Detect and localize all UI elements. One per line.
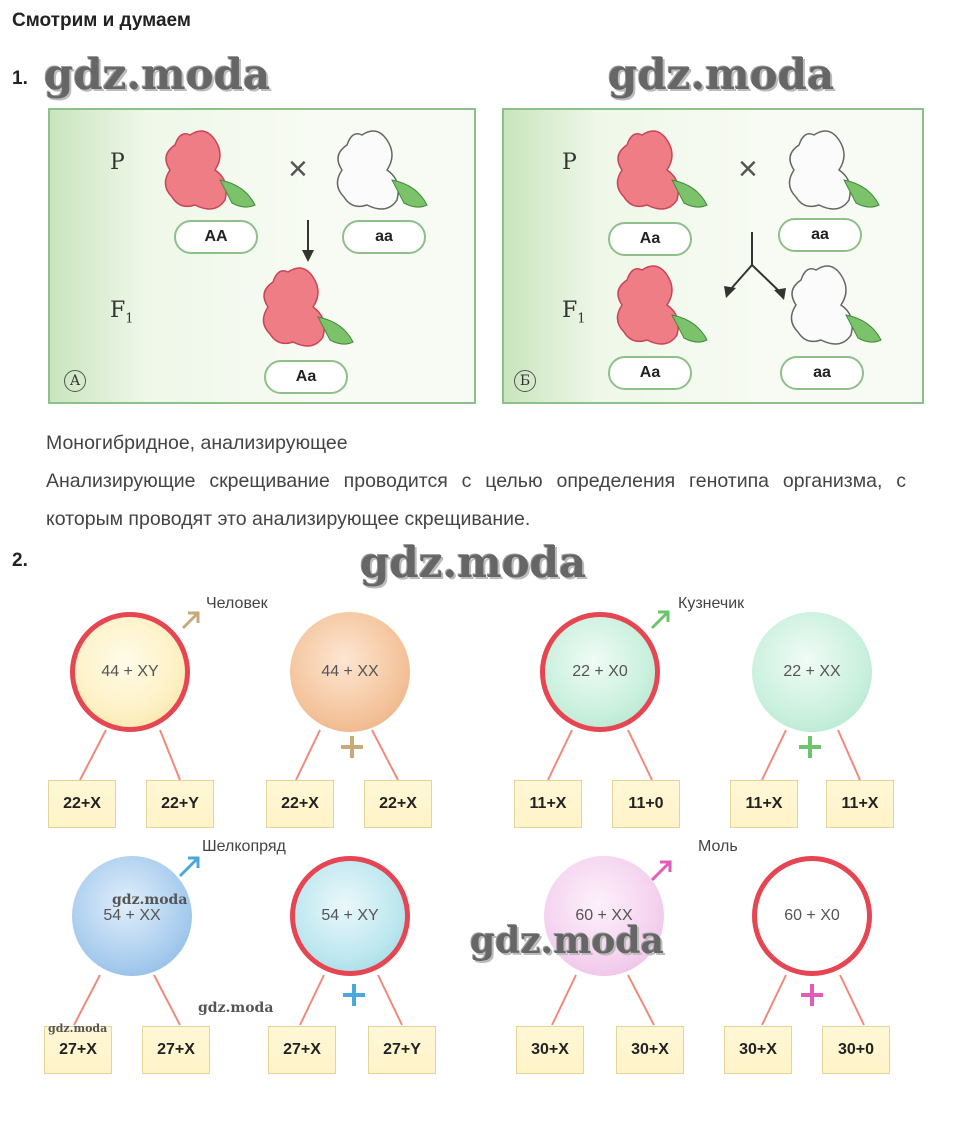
- cell-grasshopper-female: 22 + XX: [752, 612, 872, 732]
- gamete-human-female-1: 22+X: [266, 780, 334, 828]
- cell-moth-male: 60 + XX: [544, 856, 664, 976]
- panel-b-label: Б: [514, 370, 536, 392]
- cell-human-male: 44 + XY: [70, 612, 190, 732]
- watermark-4: gdz.moda: [470, 920, 664, 962]
- gamete-moth-male-2: 30+X: [616, 1026, 684, 1074]
- female-symbol-icon: [799, 736, 821, 758]
- watermark-small-2: gdz.moda: [198, 1000, 274, 1016]
- panel-b-p-label: P: [562, 150, 577, 175]
- answer-explanation: Анализирующие скрещивание проводится с целью определения генотипа организма, с которым проводят это анализирующее скрещивание.: [46, 470, 906, 530]
- panel-a-cross-symbol: ×: [288, 150, 308, 188]
- species-label-grasshopper: Кузнечик: [678, 595, 745, 612]
- page-heading: Смотрим и думаем: [12, 10, 191, 31]
- gamete-silkworm-male-1: 27+X: [44, 1026, 112, 1074]
- watermark-1: gdz.moda: [44, 50, 271, 99]
- species-label-moth: Моль: [698, 838, 738, 855]
- panel-a-parent2-genotype: aa: [342, 220, 426, 254]
- panel-a-label: А: [64, 370, 86, 392]
- panel-a-f1-label: $F_1$: [110, 298, 134, 327]
- panel-b-offspring1-genotype: Aa: [608, 356, 692, 390]
- task2-number: 2.: [12, 550, 28, 571]
- gamete-moth-female-1: 30+X: [724, 1026, 792, 1074]
- gamete-silkworm-male-2: 27+X: [142, 1026, 210, 1074]
- panel-a-offspring-genotype: Aa: [264, 360, 348, 394]
- gamete-grasshopper-female-1: 11+X: [730, 780, 798, 828]
- gamete-human-male-2: 22+Y: [146, 780, 214, 828]
- species-label-silkworm: Шелкопряд: [202, 838, 286, 855]
- species-label-human: Человек: [206, 595, 268, 612]
- cell-moth-female: 60 + X0: [752, 856, 872, 976]
- gamete-silkworm-female-1: 27+X: [268, 1026, 336, 1074]
- answer-cross-type: Моногибридное, анализирующее: [46, 432, 348, 454]
- gamete-grasshopper-male-2: 11+0: [612, 780, 680, 828]
- cell-human-female: 44 + XX: [290, 612, 410, 732]
- panel-b-parent1-genotype: Aa: [608, 222, 692, 256]
- male-symbol-icon: [183, 613, 198, 628]
- female-symbol-icon: [341, 736, 363, 758]
- watermark-small-1: gdz.moda: [112, 892, 188, 908]
- gamete-silkworm-female-2: 27+Y: [368, 1026, 436, 1074]
- gamete-grasshopper-female-2: 11+X: [826, 780, 894, 828]
- male-symbol-icon: [180, 858, 198, 876]
- gamete-human-male-1: 22+X: [48, 780, 116, 828]
- panel-b-offspring2-genotype: aa: [780, 356, 864, 390]
- female-symbol-icon: [343, 984, 365, 1006]
- female-symbol-icon: [801, 984, 823, 1006]
- male-symbol-icon: [652, 862, 670, 880]
- task1-number: 1.: [12, 68, 28, 89]
- gamete-human-female-2: 22+X: [364, 780, 432, 828]
- panel-a-p-label: P: [110, 150, 125, 175]
- gamete-moth-female-2: 30+0: [822, 1026, 890, 1074]
- watermark-small-3: gdz.moda: [48, 1022, 108, 1035]
- cell-silkworm-male: 54 + XX: [72, 856, 192, 976]
- watermark-3: gdz.moda: [360, 538, 587, 587]
- panel-b-cross-symbol: ×: [738, 150, 758, 188]
- cell-silkworm-female: 54 + XY: [290, 856, 410, 976]
- gamete-moth-male-1: 30+X: [516, 1026, 584, 1074]
- panel-a-parent1-genotype: AA: [174, 220, 258, 254]
- gamete-grasshopper-male-1: 11+X: [514, 780, 582, 828]
- watermark-2: gdz.moda: [608, 50, 835, 99]
- cell-grasshopper-male: 22 + X0: [540, 612, 660, 732]
- male-symbol-icon: [652, 612, 668, 628]
- panel-b-parent2-genotype: aa: [778, 218, 862, 252]
- panel-b-f1-label: $F_1$: [562, 298, 586, 327]
